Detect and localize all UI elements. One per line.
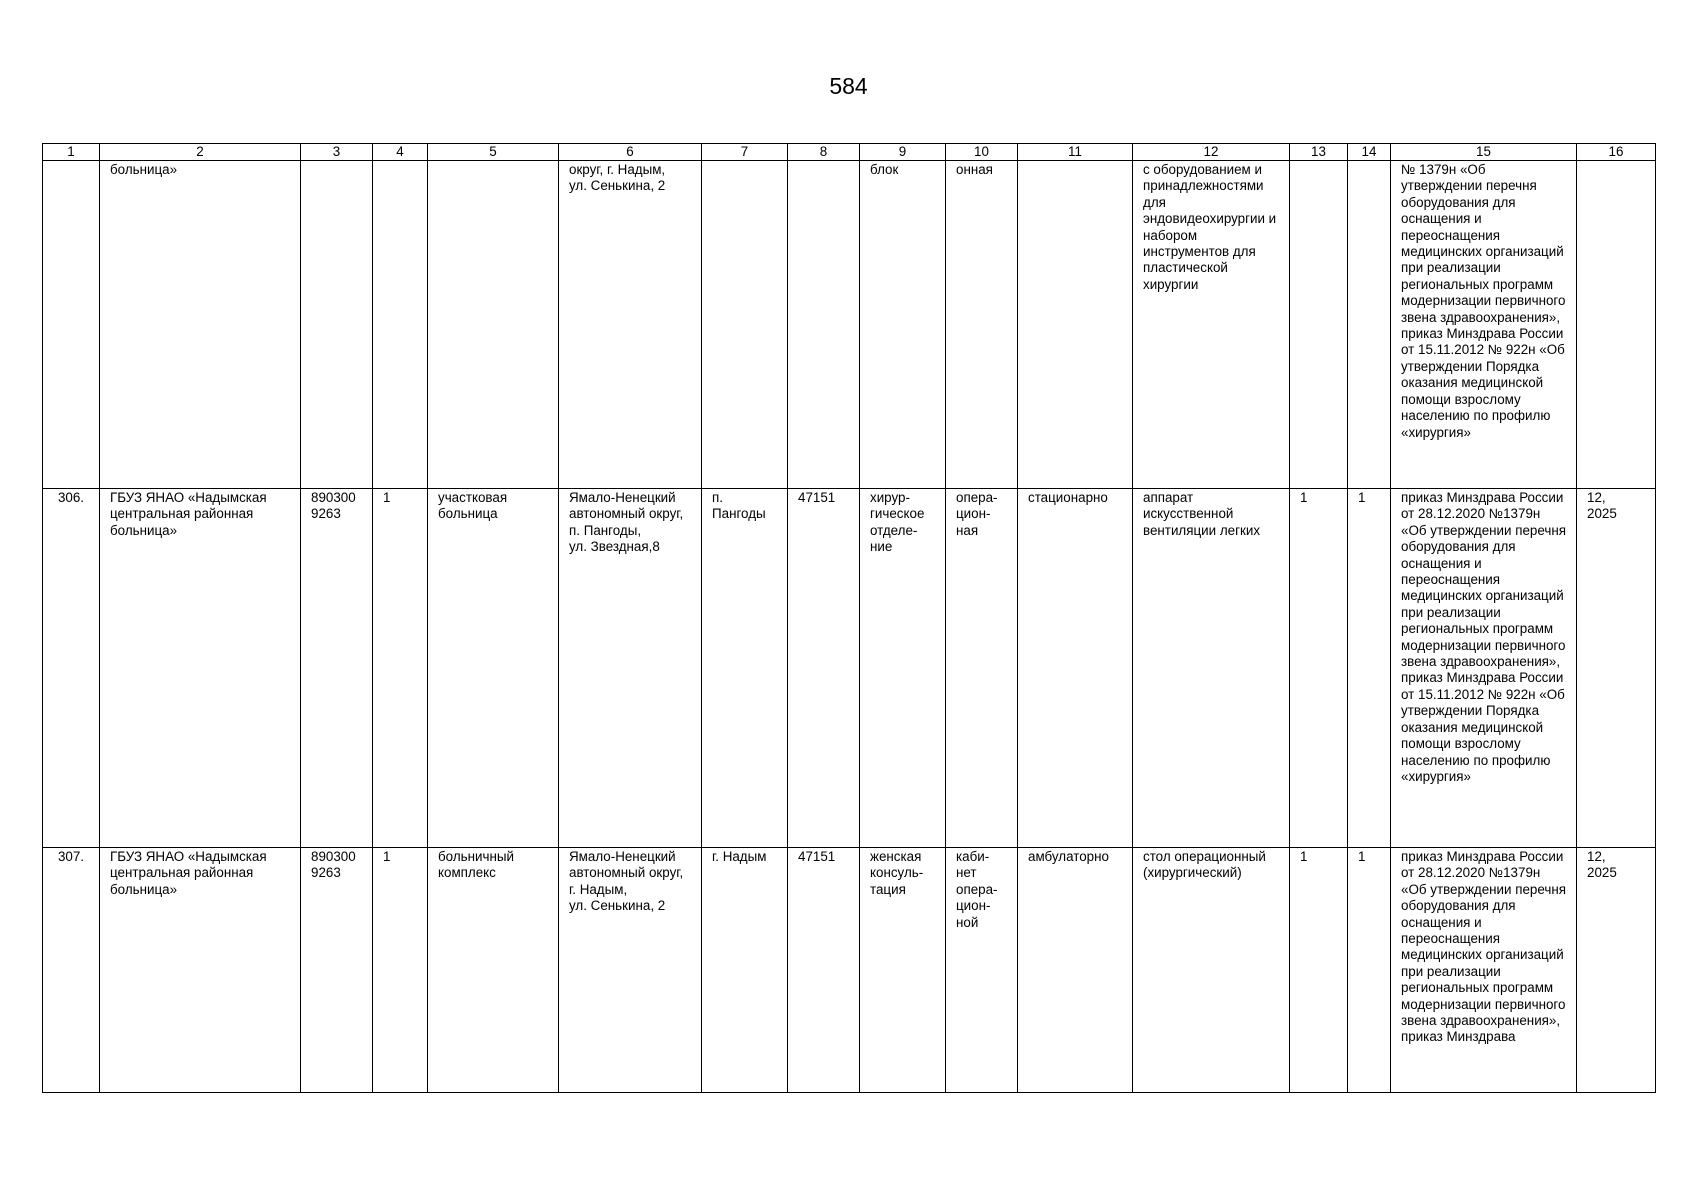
table-cell: Ямало-Ненецкий автономный округ, п. Пангоды, ул. Звездная,8 <box>559 489 702 848</box>
table-cell: стационарно <box>1018 489 1133 848</box>
column-number-header: 11 <box>1018 144 1133 161</box>
table-cell: 890300 9263 <box>301 848 373 1093</box>
table-cell: 1 <box>1290 848 1348 1093</box>
column-number-header: 7 <box>702 144 788 161</box>
table-cell: Ямало-Ненецкий автономный округ, г. Надым, ул. Сенькина, 2 <box>559 848 702 1093</box>
table-row <box>43 161 1656 489</box>
column-number-header: 15 <box>1391 144 1577 161</box>
table-cell: больница» <box>100 161 301 489</box>
table-cell: 890300 9263 <box>301 489 373 848</box>
table-cell <box>1018 161 1133 489</box>
table-cell <box>702 161 788 489</box>
table-cell: приказ Минздрава России от 28.12.2020 №1379н «Об утверждении перечня оборудования для оснащения и переоснащения медицинских организаций при реализации региональных программ модернизации первичного звена здравоохранения», приказ Минздрава России от 15.11.2012 № 922н «Об утверждении Порядка оказания медицинской помощи взрослому населению по профилю «хирургия» <box>1391 489 1577 848</box>
table-cell: каби- нет опера- цион- ной <box>946 848 1018 1093</box>
table-cell: участковая больница <box>428 489 559 848</box>
table-cell: больничный комплекс <box>428 848 559 1093</box>
table-cell <box>43 161 100 489</box>
table-cell: стол операционный (хирургический) <box>1133 848 1290 1093</box>
table-cell: 306. <box>43 489 100 848</box>
column-number-header: 9 <box>860 144 946 161</box>
table-cell: аппарат искусственной вентиляции легких <box>1133 489 1290 848</box>
table-cell: амбулаторно <box>1018 848 1133 1093</box>
table-cell <box>373 161 428 489</box>
table-cell: 307. <box>43 848 100 1093</box>
column-number-header: 6 <box>559 144 702 161</box>
table-cell: 1 <box>373 489 428 848</box>
table-row <box>43 489 1656 848</box>
table-row <box>43 848 1656 1093</box>
table-cell: опера- цион- ная <box>946 489 1018 848</box>
table-cell: 1 <box>1348 489 1391 848</box>
table-cell: ГБУЗ ЯНАО «Надымская центральная районная больница» <box>100 489 301 848</box>
page-number: 584 <box>829 73 868 99</box>
column-number-header-row <box>43 144 1656 161</box>
table-cell: 12, 2025 <box>1577 848 1656 1093</box>
table-cell: 1 <box>1348 848 1391 1093</box>
column-number-header: 8 <box>788 144 860 161</box>
column-number-header: 12 <box>1133 144 1290 161</box>
table-cell: округ, г. Надым, ул. Сенькина, 2 <box>559 161 702 489</box>
column-number-header: 3 <box>301 144 373 161</box>
table-cell: № 1379н «Об утверждении перечня оборудования для оснащения и переоснащения медицинских организаций при реализации региональных программ модернизации первичного звена здравоохранения», приказ Минздрава России от 15.11.2012 № 922н «Об утверждении Порядка оказания медицинской помощи взрослому населению по профилю «хирургия» <box>1391 161 1577 489</box>
table-cell <box>1348 161 1391 489</box>
column-number-header: 5 <box>428 144 559 161</box>
column-number-header: 1 <box>43 144 100 161</box>
table-cell: хирур- гическое отделе- ние <box>860 489 946 848</box>
table-cell: 47151 <box>788 489 860 848</box>
table-cell: п. Пангоды <box>702 489 788 848</box>
table-cell <box>788 161 860 489</box>
table-cell: 1 <box>1290 489 1348 848</box>
table-cell <box>1577 161 1656 489</box>
column-number-header: 16 <box>1577 144 1656 161</box>
table-cell <box>428 161 559 489</box>
table-cell: 1 <box>373 848 428 1093</box>
table-cell: женская консуль- тация <box>860 848 946 1093</box>
table-cell: г. Надым <box>702 848 788 1093</box>
column-number-header: 4 <box>373 144 428 161</box>
column-number-header: 2 <box>100 144 301 161</box>
table-cell: 12, 2025 <box>1577 489 1656 848</box>
table-cell: 47151 <box>788 848 860 1093</box>
column-number-header: 13 <box>1290 144 1348 161</box>
table-cell <box>301 161 373 489</box>
table-cell <box>1290 161 1348 489</box>
equipment-table <box>42 143 1656 1093</box>
table-cell: блок <box>860 161 946 489</box>
table-cell: онная <box>946 161 1018 489</box>
table-cell: приказ Минздрава России от 28.12.2020 №1379н «Об утверждении перечня оборудования для оснащения и переоснащения медицинских организаций при реализации региональных программ модернизации первичного звена здравоохранения», приказ Минздрава <box>1391 848 1577 1093</box>
table-cell: ГБУЗ ЯНАО «Надымская центральная районная больница» <box>100 848 301 1093</box>
table-cell: с оборудованием и принадлежностями для эндовидеохирургии и набором инструментов для пластической хирургии <box>1133 161 1290 489</box>
column-number-header: 14 <box>1348 144 1391 161</box>
column-number-header: 10 <box>946 144 1018 161</box>
